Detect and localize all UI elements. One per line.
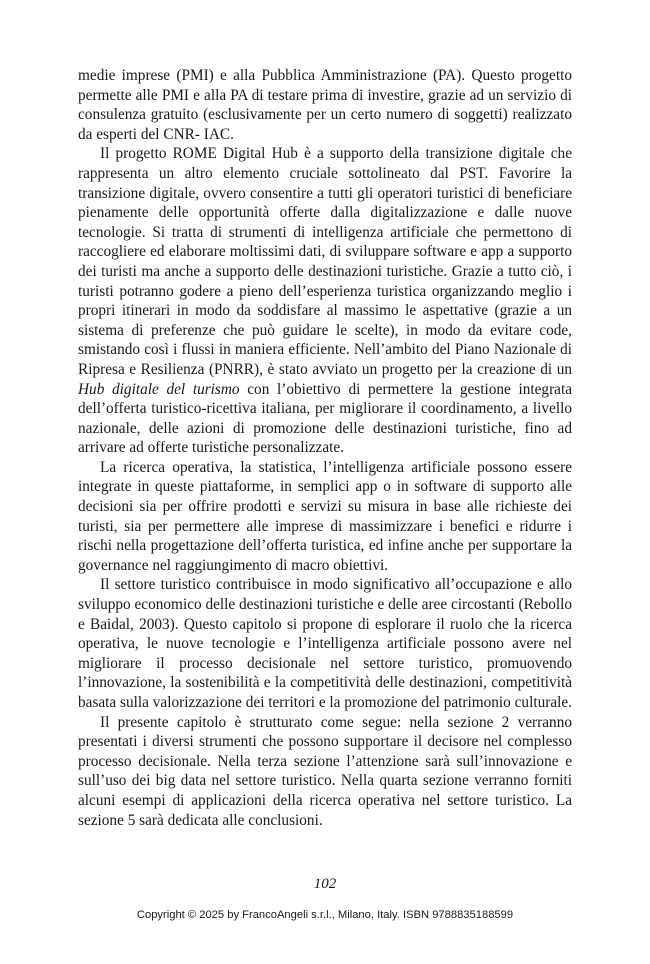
paragraph-rome-digital-hub [78, 144, 572, 458]
paragraph-continuation: medie imprese (PMI) e alla Pubblica Amministrazione (PA). Questo progetto permette alle PMI e alla PA di testare prima di investire, grazie ad un servizio di consulenza gratuito (esclusivamente per un certo numero di soggetti) realizzato da esperti del CNR- IAC. [78, 67, 572, 143]
paragraph-settore-turistico: Il settore turistico contribuisce in modo significativo all’occupazione e allo sviluppo economico delle destinazioni turistiche e delle aree circostanti (Rebollo e Baidal, 2003). Questo capitolo si propone di esplorare il ruolo che la ricerca operativa, le nuove tecnologie e l’intelligenza artificiale possono avere nel migliorare il processo decisionale nel settore turistico, promuovendo l’innovazione, la sostenibilità e la competitività delle destinazioni, competitività basata sulla valorizzazione dei territori e la promozione del patrimonio culturale. [78, 576, 573, 711]
page-body [78, 66, 572, 830]
paragraph-text: con l’obiettivo di permettere la gestione integrata dell’offerta turistico-ricettiva italiana, per migliorare il coordinamento, a livello nazionale, delle azioni di promozione delle destinazioni turistiche, fino ad arrivare ad offerte turistiche personalizzate. [78, 380, 572, 457]
paragraph-ricerca-operativa: La ricerca operativa, la statistica, l’intelligenza artificiale possono essere integrate in queste piattaforme, in semplici app o in software di supporto alle decisioni sia per offrire prodotti e servizi su misura in base alle richieste dei turisti, sia per permettere alle imprese di massimizzare i benefici e ridurre i rischi nella progettazione dell’offerta turistica, ed infine anche per supportare la governance nel raggiungimento di macro obiettivi. [78, 458, 572, 574]
copyright-notice: Copyright © 2025 by FrancoAngeli s.r.l., Milano, Italy. ISBN 9788835188599 [136, 909, 514, 921]
paragraph-text: Il progetto ROME Digital Hub è a supporto della transizione digitale che rappresenta un altro elemento cruciale sottolineato dal PST. Favorire la transizione digitale, ovvero consentire a tutti gli operatori turistici di beneficiare pienamente delle opportunità offerte dalla digitalizzazione e dalle nuove tecnologie. Si tratta di strumenti di intelligenza artificiale che permettono di raccogliere ed elaborare moltissimi dati, di sviluppare software e app a supporto dei turisti ma anche a supporto delle destinazioni turistiche. Grazie a tutto ciò, i turisti potranno godere a pieno dell’esperienza turistica organizzando meglio i propri itinerari in modo da soddisfare al massimo le aspettative (grazie a un sistema di preferenze che può guidare le scelte), in modo da evitare code, smistando così i flussi in maniera efficiente. Nell’ambito del Piano Nazionale di Ripresa e Resilienza (PNRR), è stato avviato un progetto per la creazione di un [78, 145, 572, 378]
emphasis-text: Hub digitale del turismo [78, 380, 240, 398]
page-number: 102 [313, 876, 337, 892]
paragraph-struttura-capitolo: Il presente capitolo è strutturato come segue: nella sezione 2 verranno presentati i diversi strumenti che possono supportare il decisore nel complesso processo decisionale. Nella terza sezione l’attenzione sarà sull’innovazione e sull’uso dei big data nel settore turistico. Nella quarta sezione verranno forniti alcuni esempi di applicazioni della ricerca operativa nel settore turistico. La sezione 5 sarà dedicata alle conclusioni. [78, 713, 572, 829]
